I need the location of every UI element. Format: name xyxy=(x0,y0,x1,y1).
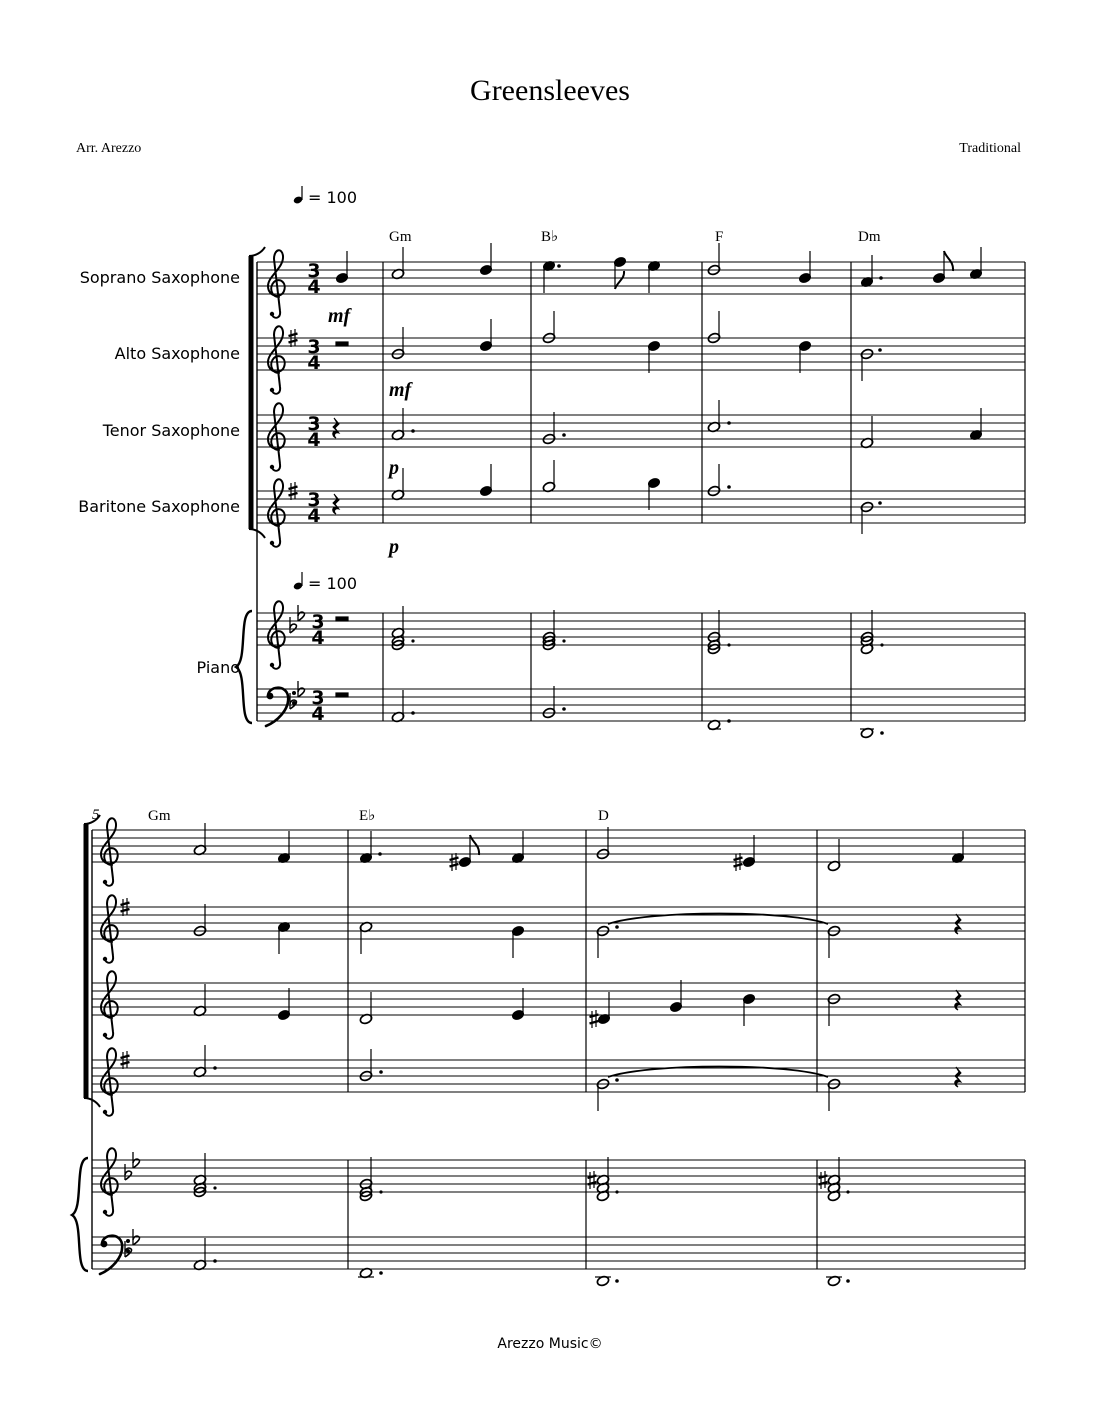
key-signatures-system-2 xyxy=(121,898,140,1257)
time-signatures-system-1 xyxy=(307,260,324,725)
clefs-system-2 xyxy=(100,818,130,1274)
tempo-marking xyxy=(293,186,357,207)
time-sig-num: 3 xyxy=(311,687,325,709)
time-sig-num: 3 xyxy=(307,260,321,282)
tempo-text: = 100 xyxy=(308,188,358,207)
chord-symbol: B♭ xyxy=(541,229,559,245)
time-sig-den: 4 xyxy=(311,703,325,725)
tempo-text-piano: = 100 xyxy=(308,574,358,593)
footer-copyright: Arezzo Music© xyxy=(497,1336,603,1352)
time-sig-den: 4 xyxy=(307,429,321,451)
instrument-label-piano: Piano xyxy=(196,658,240,677)
staff-lines-system-1 xyxy=(257,262,1025,721)
barlines-system-2 xyxy=(72,815,1025,1271)
instrument-label-baritone: Baritone Saxophone xyxy=(78,497,240,516)
dynamic-soprano: mf xyxy=(328,305,351,327)
score-title: Greensleeves xyxy=(470,74,630,107)
notes-piano-system-1 xyxy=(333,606,884,739)
chord-symbol: Gm xyxy=(389,229,412,245)
chord-symbol: Gm xyxy=(148,808,171,824)
time-sig-num: 3 xyxy=(307,413,321,435)
chord-symbols-system-2 xyxy=(148,808,609,824)
dynamic-alto: mf xyxy=(389,379,412,401)
measure-number: 5 xyxy=(92,807,100,823)
time-sig-den: 4 xyxy=(307,276,321,298)
chord-symbols-system-1 xyxy=(389,229,881,245)
notes-piano-system-2 xyxy=(193,1153,850,1287)
time-sig-den: 4 xyxy=(307,352,321,374)
barlines-system-1 xyxy=(236,247,1025,723)
chord-symbol: Dm xyxy=(858,229,881,245)
notes-baritone-system-2 xyxy=(193,1045,961,1111)
chord-symbol: E♭ xyxy=(359,808,376,824)
key-signatures-system-1 xyxy=(289,329,305,709)
time-sig-num: 3 xyxy=(307,336,321,358)
dynamic-tenor: p xyxy=(389,457,399,479)
instrument-label-soprano: Soprano Saxophone xyxy=(79,268,240,287)
chord-symbol: F xyxy=(715,229,724,245)
chord-symbol: D xyxy=(598,808,609,824)
time-sig-num: 3 xyxy=(307,489,321,511)
time-sig-den: 4 xyxy=(307,505,321,527)
time-sig-den: 4 xyxy=(311,627,325,649)
tempo-marking-piano xyxy=(293,572,357,593)
notes-tenor-system-1 xyxy=(333,400,983,449)
time-sig-num: 3 xyxy=(311,611,325,633)
dynamic-baritone: p xyxy=(389,536,399,558)
instrument-label-alto: Alto Saxophone xyxy=(114,344,240,363)
arranger-credit: Arr. Arezzo xyxy=(76,141,142,156)
staff-lines-system-2 xyxy=(92,830,1025,1269)
instrument-label-tenor: Tenor Saxophone xyxy=(102,421,240,440)
notes-tenor-system-2 xyxy=(193,980,961,1028)
composer-credit: Traditional xyxy=(959,141,1021,156)
